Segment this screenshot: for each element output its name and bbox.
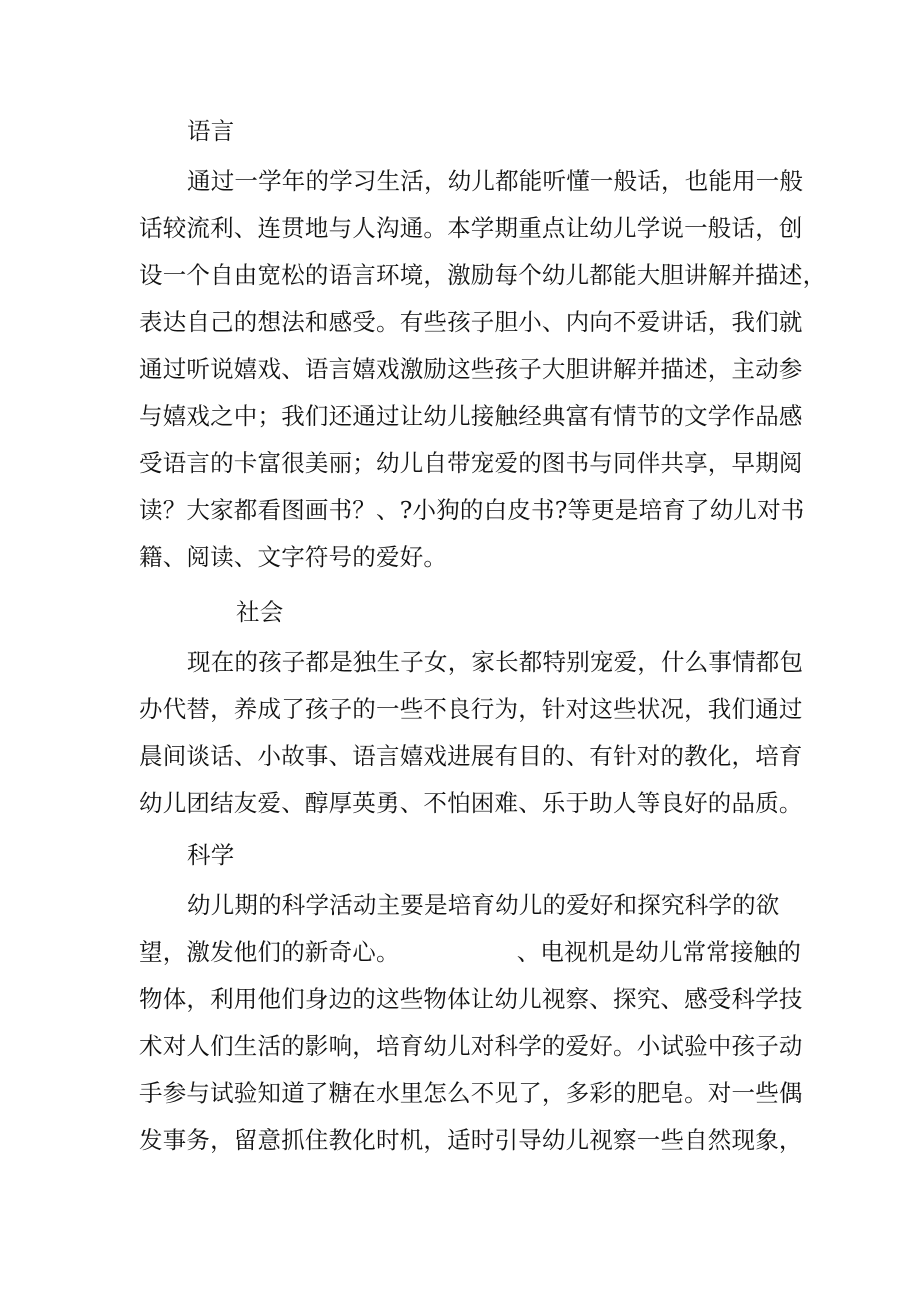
paragraph-line	[139, 937, 801, 967]
paragraph-line: 术对人们生活的影响，培育幼儿对科学的爱好。小试验中孩子动	[139, 1032, 803, 1060]
section-heading-language: 语言	[187, 117, 235, 145]
paragraph-line: 籍、阅读、文字符号的爱好。	[139, 543, 448, 571]
paragraph-line: 通过一学年的学习生活，幼儿都能听懂一般话，也能用一般	[187, 167, 804, 195]
paragraph-line: 表达自己的想法和感受。有些孩子胆小、内向不爱讲话，我们就	[139, 308, 803, 336]
paragraph-segment: 望，激发他们的新奇心。	[139, 938, 400, 966]
section-heading-society: 社会	[236, 598, 284, 626]
paragraph-line: 通过听说嬉戏、语言嬉戏激励这些孩子大胆讲解并描述，主动参	[139, 355, 803, 383]
paragraph-segment: 、电视机是幼儿常常接触的	[516, 938, 802, 966]
section-heading-science: 科学	[187, 841, 235, 869]
paragraph-line: 幼儿期的科学活动主要是培育幼儿的爱好和探究科学的欲	[187, 891, 780, 919]
paragraph-line: 手参与试验知道了糖在水里怎么不见了，多彩的肥皂。对一些偶	[139, 1079, 803, 1107]
paragraph-line: 现在的孩子都是独生子女，家长都特别宠爱，什么事情都包	[187, 648, 804, 676]
paragraph-line: 读？大家都看图画书？、?小狗的白皮书?等更是培育了幼儿对书	[139, 496, 805, 524]
paragraph-line: 设一个自由宽松的语言环境，激励每个幼儿都能大胆讲解并描述，	[139, 261, 827, 289]
paragraph-line: 发事务，留意抓住教化时机，适时引导幼儿视察一些自然现象，	[139, 1126, 803, 1154]
paragraph-line: 话较流利、连贯地与人沟通。本学期重点让幼儿学说一般话，创	[139, 214, 803, 242]
paragraph-line: 晨间谈话、小故事、语言嬉戏进展有目的、有针对的教化，培育	[139, 742, 803, 770]
paragraph-line: 受语言的卡富很美丽；幼儿自带宠爱的图书与同伴共享，早期阅	[139, 449, 803, 477]
paragraph-line: 物体，利用他们身边的这些物体让幼儿视察、探究、感受科学技	[139, 985, 803, 1013]
paragraph-line: 与嬉戏之中；我们还通过让幼儿接触经典富有情节的文学作品感	[139, 402, 803, 430]
paragraph-line: 办代替，养成了孩子的一些不良行为，针对这些状况，我们通过	[139, 695, 803, 723]
paragraph-line: 幼儿团结友爱、醇厚英勇、不怕困难、乐于助人等良好的品质。	[139, 789, 803, 817]
